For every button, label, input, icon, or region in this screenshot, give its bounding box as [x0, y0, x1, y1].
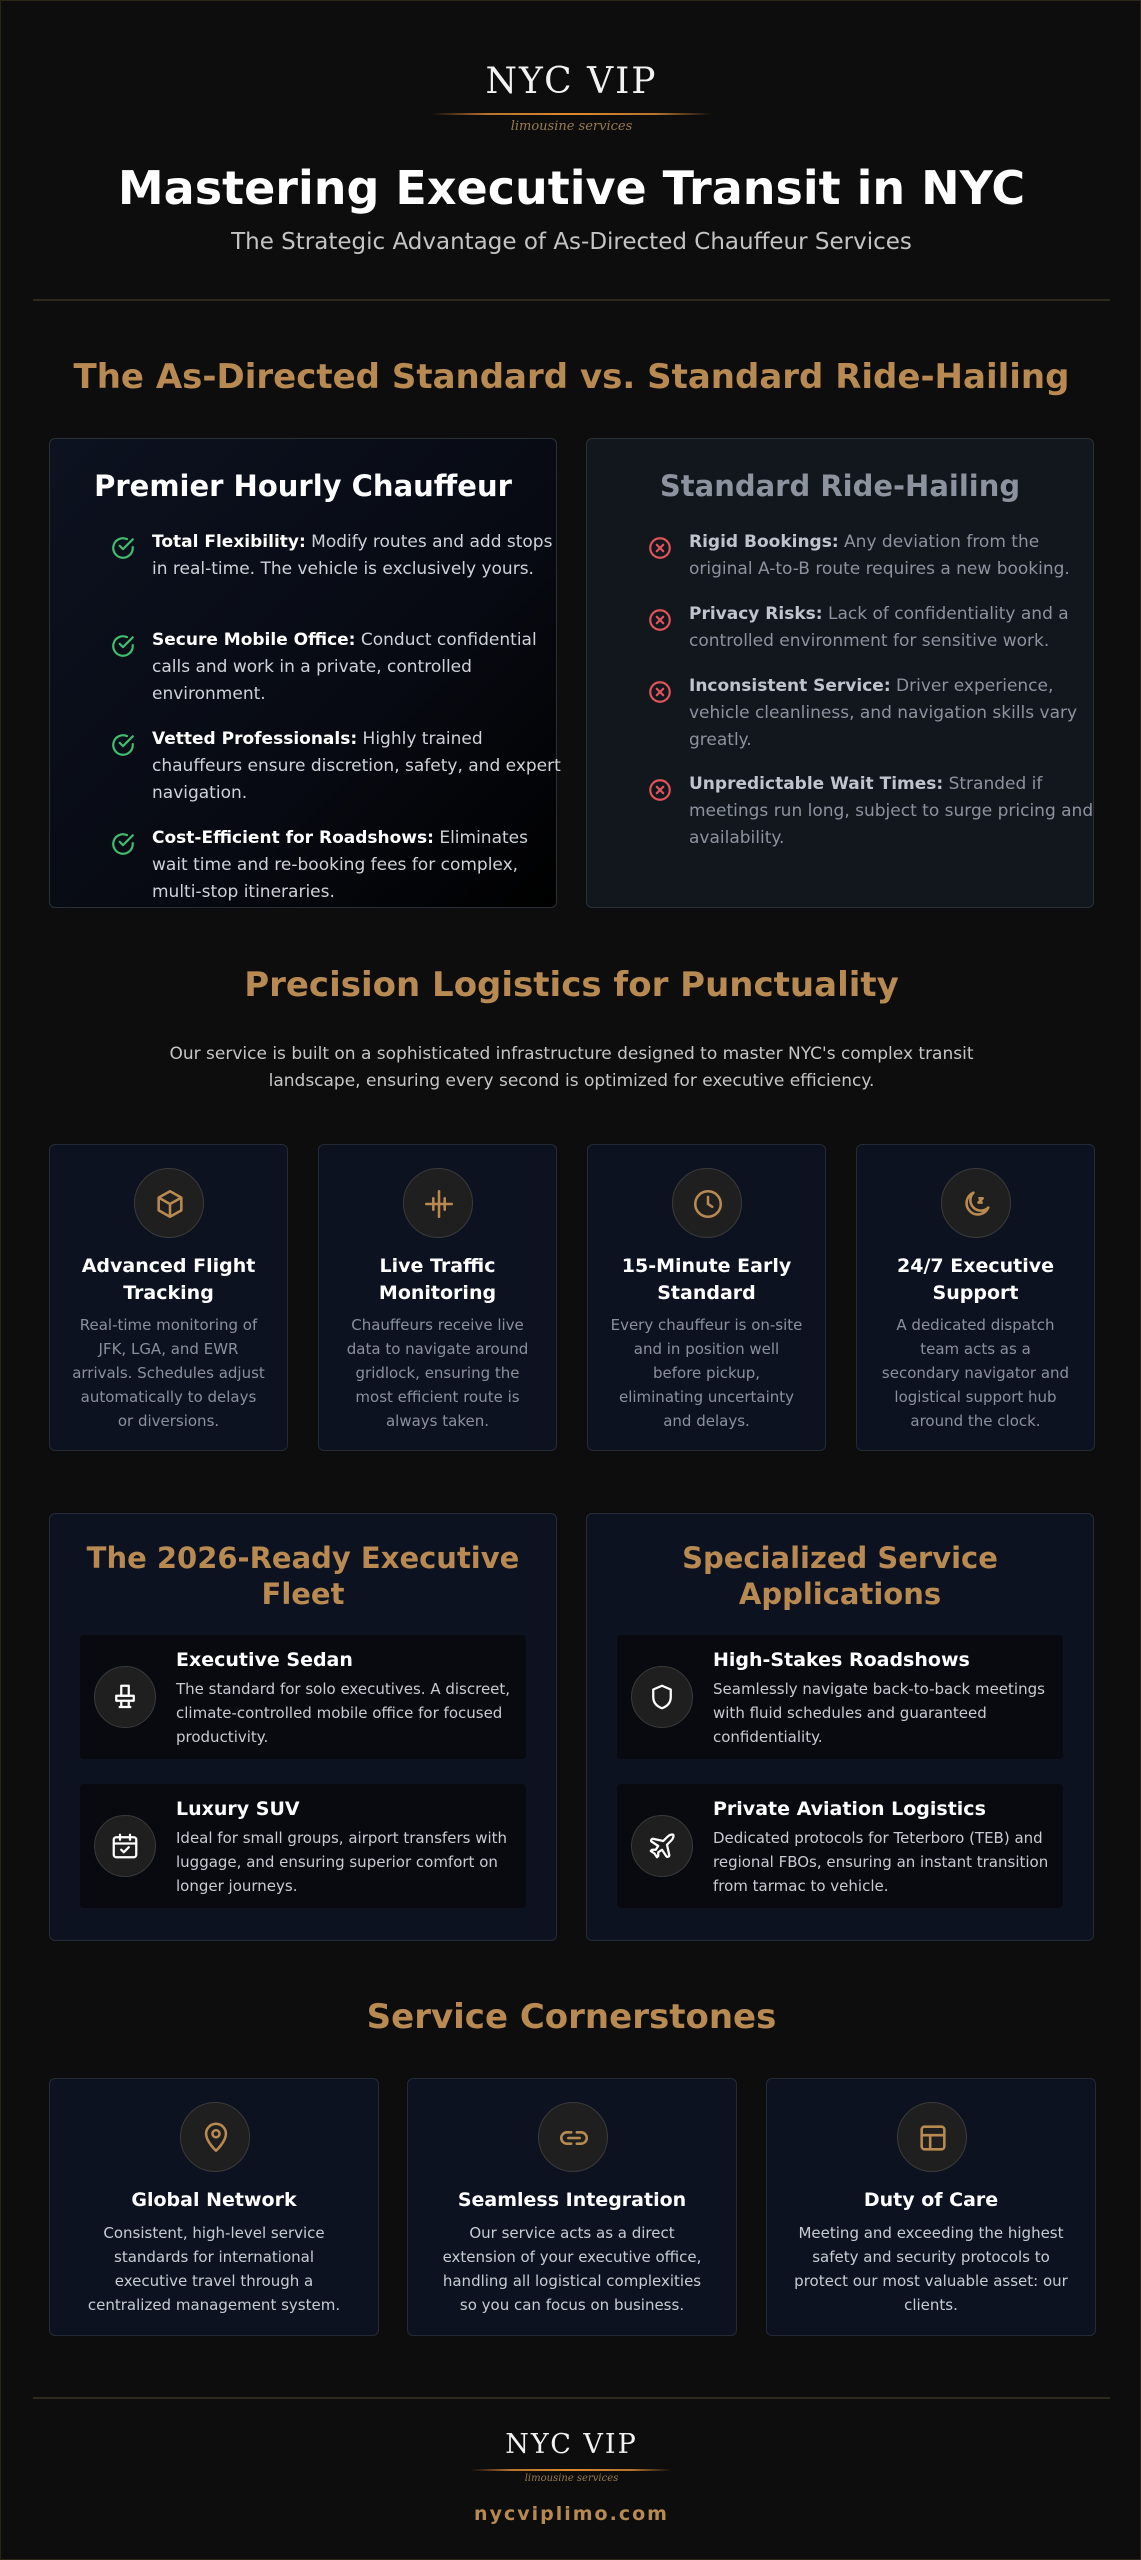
- x-circle-icon: [647, 535, 673, 561]
- premier-feature-text: Secure Mobile Office: Conduct confidential calls and work in a private, controlled environment.: [152, 630, 537, 704]
- application-item-title: Private Aviation Logistics: [713, 1798, 986, 1820]
- icon-circle: [94, 1815, 156, 1877]
- precision-card-text: Real-time monitoring of JFK, LGA, and EWR arrivals. Schedules adjust automatically to delays or diversions.: [72, 1316, 265, 1430]
- page-subtitle: The Strategic Advantage of As-Directed Chauffeur Services: [231, 229, 912, 255]
- footer-logo-underline: [471, 2469, 672, 2471]
- icon-circle: [672, 1168, 742, 1238]
- standard-feature-text: Inconsistent Service: Driver experience, vehicle cleanliness, and navigation skills vary greatly.: [689, 676, 1078, 750]
- icon-circle: [538, 2102, 608, 2172]
- plane-icon: [647, 1831, 677, 1861]
- cornerstone-card-text: Meeting and exceeding the highest safety and security protocols to protect our most valuable asset: our clients.: [794, 2224, 1068, 2314]
- fleet-title: The 2026-Ready Executive Fleet: [86, 1541, 520, 1611]
- applications-title: Specialized Service Applications: [682, 1541, 998, 1611]
- application-item-roadshows: [617, 1635, 1063, 1759]
- precision-card-title: Advanced Flight Tracking: [81, 1255, 256, 1304]
- fleet-panel: [49, 1513, 557, 1941]
- standard-card: [586, 438, 1094, 908]
- precision-card-early-standard: [587, 1144, 826, 1451]
- check-circle-icon: [110, 831, 136, 857]
- x-circle-icon: [647, 777, 673, 803]
- icon-circle: [403, 1168, 473, 1238]
- precision-card-text: Chauffeurs receive live data to navigate around gridlock, ensuring the most efficient route is always taken.: [346, 1316, 529, 1430]
- logo-subtitle: limousine services: [510, 119, 633, 134]
- precision-card-traffic-monitoring: [318, 1144, 557, 1451]
- precision-card-title: 15-Minute Early Standard: [621, 1255, 792, 1304]
- moon-icon: [960, 1187, 994, 1221]
- premier-feature-text: Vetted Professionals: Highly trained chauffeurs ensure discretion, safety, and expert navigation.: [152, 729, 561, 803]
- icon-circle: [897, 2102, 967, 2172]
- cornerstone-card-title: Duty of Care: [863, 2189, 999, 2211]
- precision-card-text: A dedicated dispatch team acts as a secondary navigator and logistical support hub around the clock.: [881, 1316, 1070, 1430]
- icon-circle: [134, 1168, 204, 1238]
- comparison-title: The As-Directed Standard vs. Standard Ride-Hailing: [73, 357, 1070, 397]
- standard-feature-text: Privacy Risks: Lack of confidentiality and a controlled environment for sensitive work.: [689, 604, 1069, 651]
- cornerstones-title: Service Cornerstones: [366, 1997, 777, 2037]
- check-circle-icon: [110, 633, 136, 659]
- clock-icon: [691, 1187, 725, 1221]
- check-circle-icon: [110, 732, 136, 758]
- footer-logo-text: NYC VIP: [505, 2429, 638, 2460]
- cornerstone-card-title: Global Network: [131, 2189, 297, 2211]
- fleet-item-title: Executive Sedan: [176, 1649, 353, 1671]
- application-item-text: Seamlessly navigate back-to-back meetings with fluid schedules and guaranteed confidentiality.: [713, 1680, 1045, 1746]
- icon-circle: [631, 1815, 693, 1877]
- application-item-text: Dedicated protocols for Teterboro (TEB) and regional FBOs, ensuring an instant transition from tarmac to vehicle.: [713, 1829, 1049, 1895]
- precision-card-title: 24/7 Executive Support: [897, 1255, 1054, 1304]
- application-item-title: High-Stakes Roadshows: [713, 1649, 970, 1671]
- cornerstone-card-text: Consistent, high-level service standards for international executive travel through a centralized management system.: [87, 2224, 341, 2314]
- fleet-item-suv: [80, 1784, 526, 1908]
- cornerstone-card-text: Our service acts as a direct extension of your executive office, handling all logistical complexities so you can focus on business.: [442, 2224, 702, 2314]
- cube-icon: [153, 1187, 187, 1221]
- icon-circle: [941, 1168, 1011, 1238]
- precision-title: Precision Logistics for Punctuality: [244, 965, 899, 1005]
- footer-divider: [33, 2397, 1110, 2399]
- shield-icon: [647, 1682, 677, 1712]
- map-pin-icon: [199, 2121, 233, 2155]
- logo-underline: [431, 113, 712, 115]
- logo-text: NYC VIP: [485, 61, 658, 102]
- x-circle-icon: [647, 679, 673, 705]
- cornerstone-card-title: Seamless Integration: [457, 2189, 687, 2211]
- precision-card-flight-tracking: [49, 1144, 288, 1451]
- premier-card: [49, 438, 561, 908]
- icon-circle: [94, 1666, 156, 1728]
- fleet-item-title: Luxury SUV: [176, 1798, 300, 1820]
- applications-panel: [586, 1513, 1094, 1941]
- check-circle-icon: [110, 535, 136, 561]
- standard-card-title: Standard Ride-Hailing: [659, 469, 1021, 503]
- standard-feature-text: Rigid Bookings: Any deviation from the original A-to-B route requires a new booking.: [689, 532, 1070, 579]
- icon-circle: [631, 1666, 693, 1728]
- standard-feature-text: Unpredictable Wait Times: Stranded if meetings run long, subject to surge pricing and availability.: [689, 774, 1094, 848]
- precision-intro: Our service is built on a sophisticated infrastructure designed to master NYC's complex transit landscape, ensuring every second is optimized for executive efficiency.: [169, 1044, 974, 1091]
- website-link[interactable]: nycviplimo.com: [474, 2503, 669, 2525]
- premier-feature-text: Cost-Efficient for Roadshows: Eliminates wait time and re-booking fees for complex, multi-stop itineraries.: [152, 828, 528, 902]
- fleet-item-sedan: [80, 1635, 526, 1759]
- icon-circle: [180, 2102, 250, 2172]
- footer-logo-subtitle: limousine services: [524, 2473, 619, 2484]
- crossroads-icon: [422, 1187, 456, 1221]
- fleet-item-text: The standard for solo executives. A discreet, climate-controlled mobile office for focused productivity.: [176, 1680, 511, 1746]
- calendar-check-icon: [110, 1831, 140, 1861]
- layout-icon: [916, 2121, 950, 2155]
- x-circle-icon: [647, 607, 673, 633]
- sedan-icon: [110, 1682, 140, 1712]
- premier-feature-text: Total Flexibility: Modify routes and add stops in real-time. The vehicle is exclusively yours.: [152, 532, 553, 579]
- header-logo[interactable]: [431, 59, 712, 141]
- header-divider: [33, 299, 1110, 301]
- cornerstone-card-duty-of-care: [766, 2078, 1096, 2336]
- premier-card-title: Premier Hourly Chauffeur: [94, 469, 512, 503]
- precision-card-text: Every chauffeur is on-site and in position well before pickup, eliminating uncertainty and delays.: [610, 1316, 803, 1430]
- application-item-aviation: [617, 1784, 1063, 1908]
- footer-logo[interactable]: [471, 2429, 672, 2491]
- cornerstone-card-global-network: [49, 2078, 379, 2336]
- precision-card-title: Live Traffic Monitoring: [378, 1255, 497, 1304]
- precision-card-support: [856, 1144, 1095, 1451]
- cornerstone-card-integration: [407, 2078, 737, 2336]
- fleet-item-text: Ideal for small groups, airport transfers with luggage, and ensuring superior comfort on longer journeys.: [176, 1829, 508, 1895]
- page-title: Mastering Executive Transit in NYC: [117, 161, 1026, 215]
- link-icon: [557, 2121, 591, 2155]
